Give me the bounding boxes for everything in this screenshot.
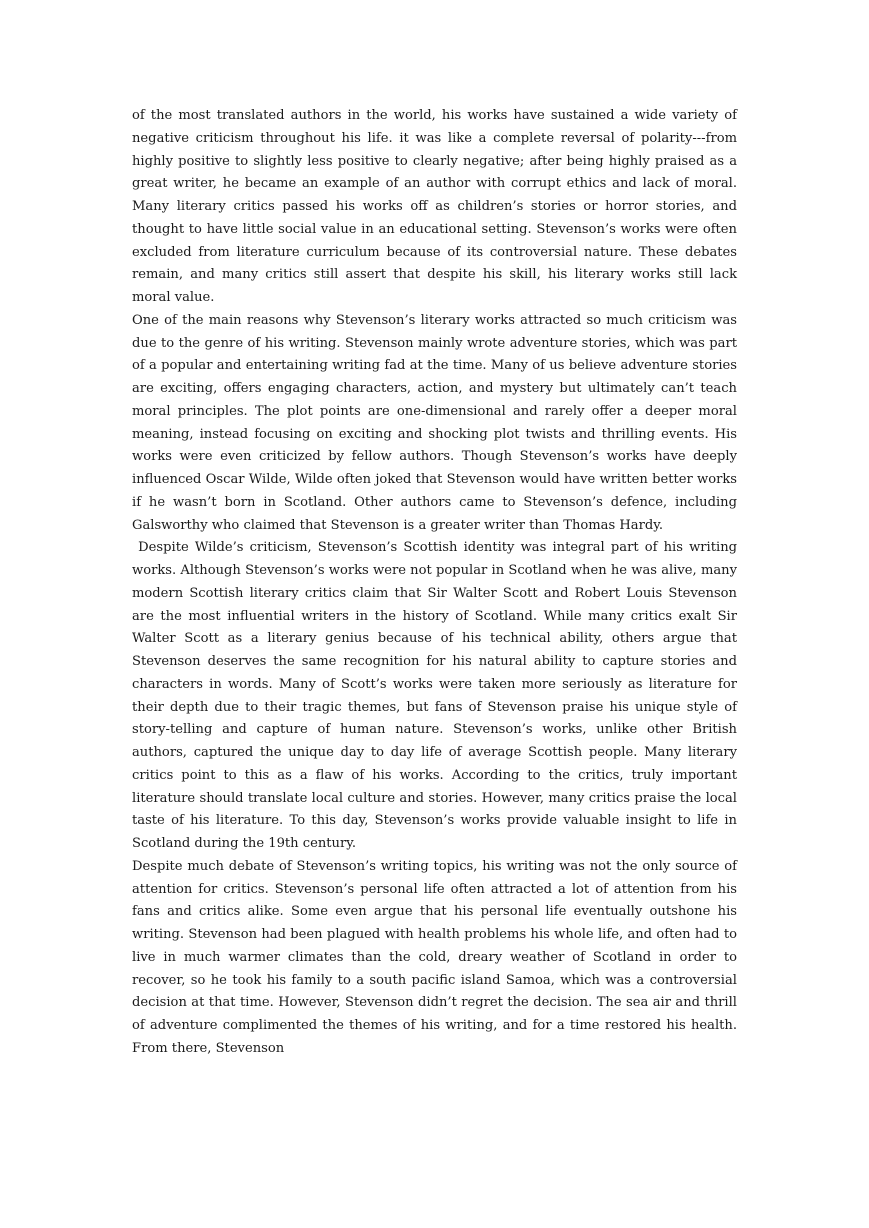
paragraph-4: Despite much debate of Stevenson’s writing topics, his writing was not the only source of attention for critics. Stevenson’s personal life often attracted a lot of attention from his fans and critics alike. Some even argue that his personal life eventually outshone his writing. Stevenson had been plagued with health problems his whole life, and often had to live in much warmer climates than the cold, dreary weather of Scotland in order to recover, so he took his family to a south pacific island Samoa, which was a controversial decision at that time. However, Stevenson didn’t regret the decision. The sea air and thrill of adventure complimented the themes of his writing, and for a time restored his health. From there, Stevenson <box>132 858 742 1056</box>
paragraph-3: Despite Wilde’s criticism, Stevenson’s Scottish identity was integral part of his writing works. Although Stevenson’s works were not popular in Scotland when he was alive, many modern Scottish literary critics claim that Sir Walter Scott and Robert Louis Stevenson are the most influential writers in the history of Scotland. While many critics exalt Sir Walter Scott as a literary genius because of his technical ability, others argue that Stevenson deserves the same recognition for his natural ability to capture stories and characters in words. Many of Scott’s works were taken more seriously as literature for their depth due to their tragic themes, but fans of Stevenson praise his unique style of story-telling and capture of human nature. Stevenson’s works, unlike other British authors, captured the unique day to day life of average Scottish people. Many literary critics point to this as a flaw of his works. According to the critics, truly important literature should translate local culture and stories. However, many critics praise the local taste of his literature. To this day, Stevenson’s works provide valuable insight to life in Scotland during the 19th century. <box>132 540 742 851</box>
paragraph-1: of the most translated authors in the world, his works have sustained a wide variety of negative criticism throughout his life. it was like a complete reversal of polarity---from highly positive to slightly less positive to clearly negative; after being highly praised as a great writer, he became an example of an author with corrupt ethics and lack of moral. Many literary critics passed his works off as children’s stories or horror stories, and thought to have little social value in an educational setting. Stevenson’s works were often excluded from literature curriculum because of its controversial nature. These debates remain, and many critics still assert that despite his skill, his literary works still lack moral value. <box>132 108 742 305</box>
document-page <box>132 105 742 1061</box>
paragraph-2: One of the main reasons why Stevenson’s literary works attracted so much criticism was due to the genre of his writing. Stevenson mainly wrote adventure stories, which was part of a popular and entertaining writing fad at the time. Many of us believe adventure stories are exciting, offers engaging characters, action, and mystery but ultimately can’t teach moral principles. The plot points are one-dimensional and rarely offer a deeper moral meaning, instead focusing on exciting and shocking plot twists and thrilling events. His works were even criticized by fellow authors. Though Stevenson’s works have deeply influenced Oscar Wilde, Wilde often joked that Stevenson would have written better works if he wasn’t born in Scotland. Other authors came to Stevenson’s defence, including Galsworthy who claimed that Stevenson is a greater writer than Thomas Hardy. <box>132 312 742 533</box>
